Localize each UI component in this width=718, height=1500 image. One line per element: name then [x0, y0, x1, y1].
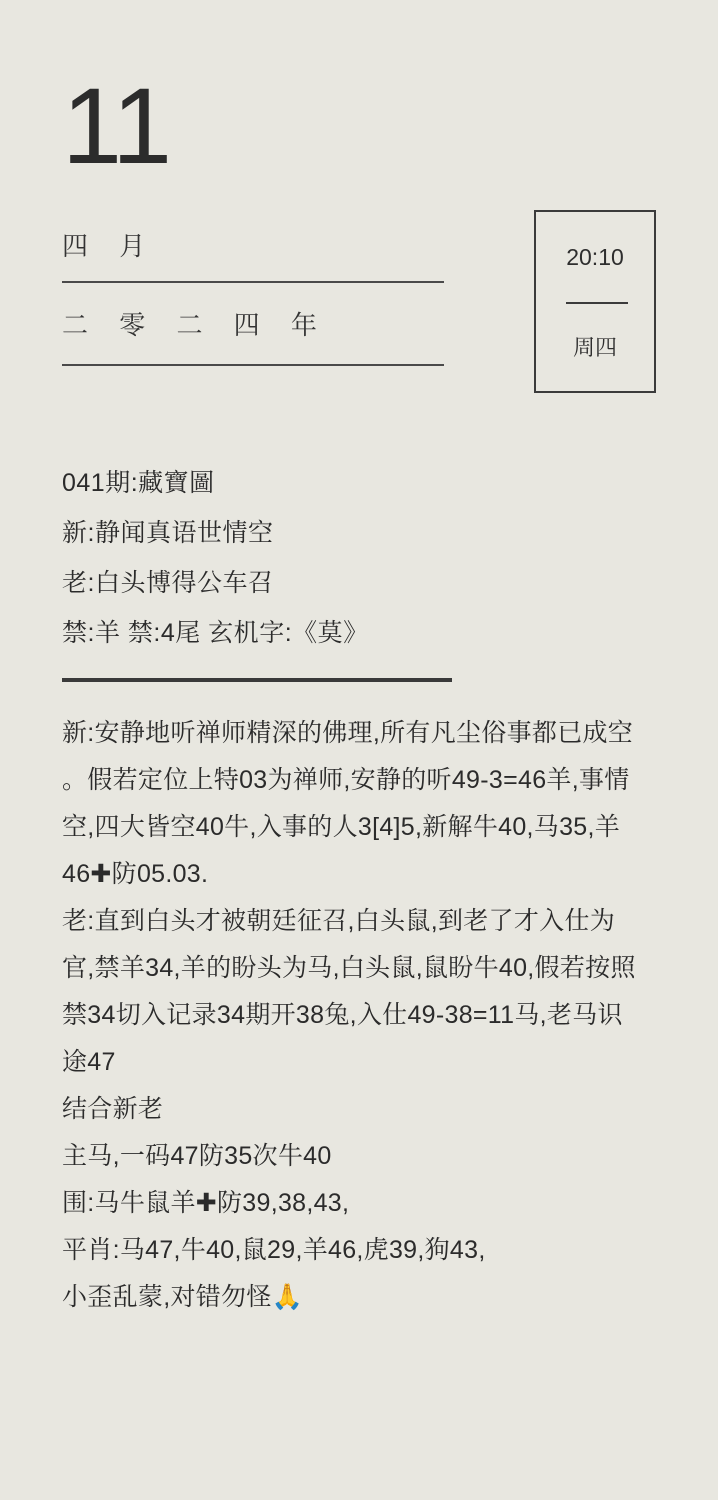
- divider-3: [62, 678, 452, 682]
- clock-weekday: 周四: [572, 334, 617, 360]
- body-text: [62, 710, 642, 1321]
- summary-line-new: 新:静闻真语世情空: [62, 519, 274, 547]
- month-label: 四 月: [62, 231, 158, 261]
- paragraph-old: 老:直到白头才被朝廷征召,白头鼠,到老了才入仕为官,禁羊34,羊的盼头为马,白头鼠,鼠盼牛40,假若按照禁34切入记录34期开38兔,入仕49-38=11马,老马识途47: [62, 907, 636, 1076]
- divider-1: [62, 281, 444, 283]
- paragraph-disclaimer: 小歪乱蒙,对错勿怪🙏: [62, 1283, 304, 1311]
- summary-block: [62, 458, 662, 658]
- paragraph-main-pick: 主马,一码47防35次牛40: [62, 1142, 332, 1170]
- summary-line-issue: 041期:藏寶圖: [62, 469, 215, 497]
- paragraph-combined-title: 结合新老: [62, 1095, 164, 1123]
- clock-time: 20:10: [566, 243, 624, 270]
- paragraph-new: 新:安静地听禅师精深的佛理,所有凡尘俗事都已成空 。假若定位上特03为禅师,安静的听49-3=46羊,事情空,四大皆空40牛,入事的人3[4]5,新解牛40,马35,羊46✚防05.03.: [62, 719, 634, 888]
- time-box: [534, 210, 656, 393]
- paragraph-flat-zodiac: 平肖:马47,牛40,鼠29,羊46,虎39,狗43,: [62, 1236, 486, 1264]
- year-label: 二 零 二 四 年: [62, 310, 329, 340]
- paragraph-group: 围:马牛鼠羊✚防39,38,43,: [62, 1189, 350, 1217]
- divider-2: [62, 364, 444, 366]
- summary-line-forbidden: 禁:羊 禁:4尾 玄机字:《莫》: [62, 619, 369, 647]
- summary-line-old: 老:白头博得公车召: [62, 569, 274, 597]
- day-number: 11: [62, 65, 171, 186]
